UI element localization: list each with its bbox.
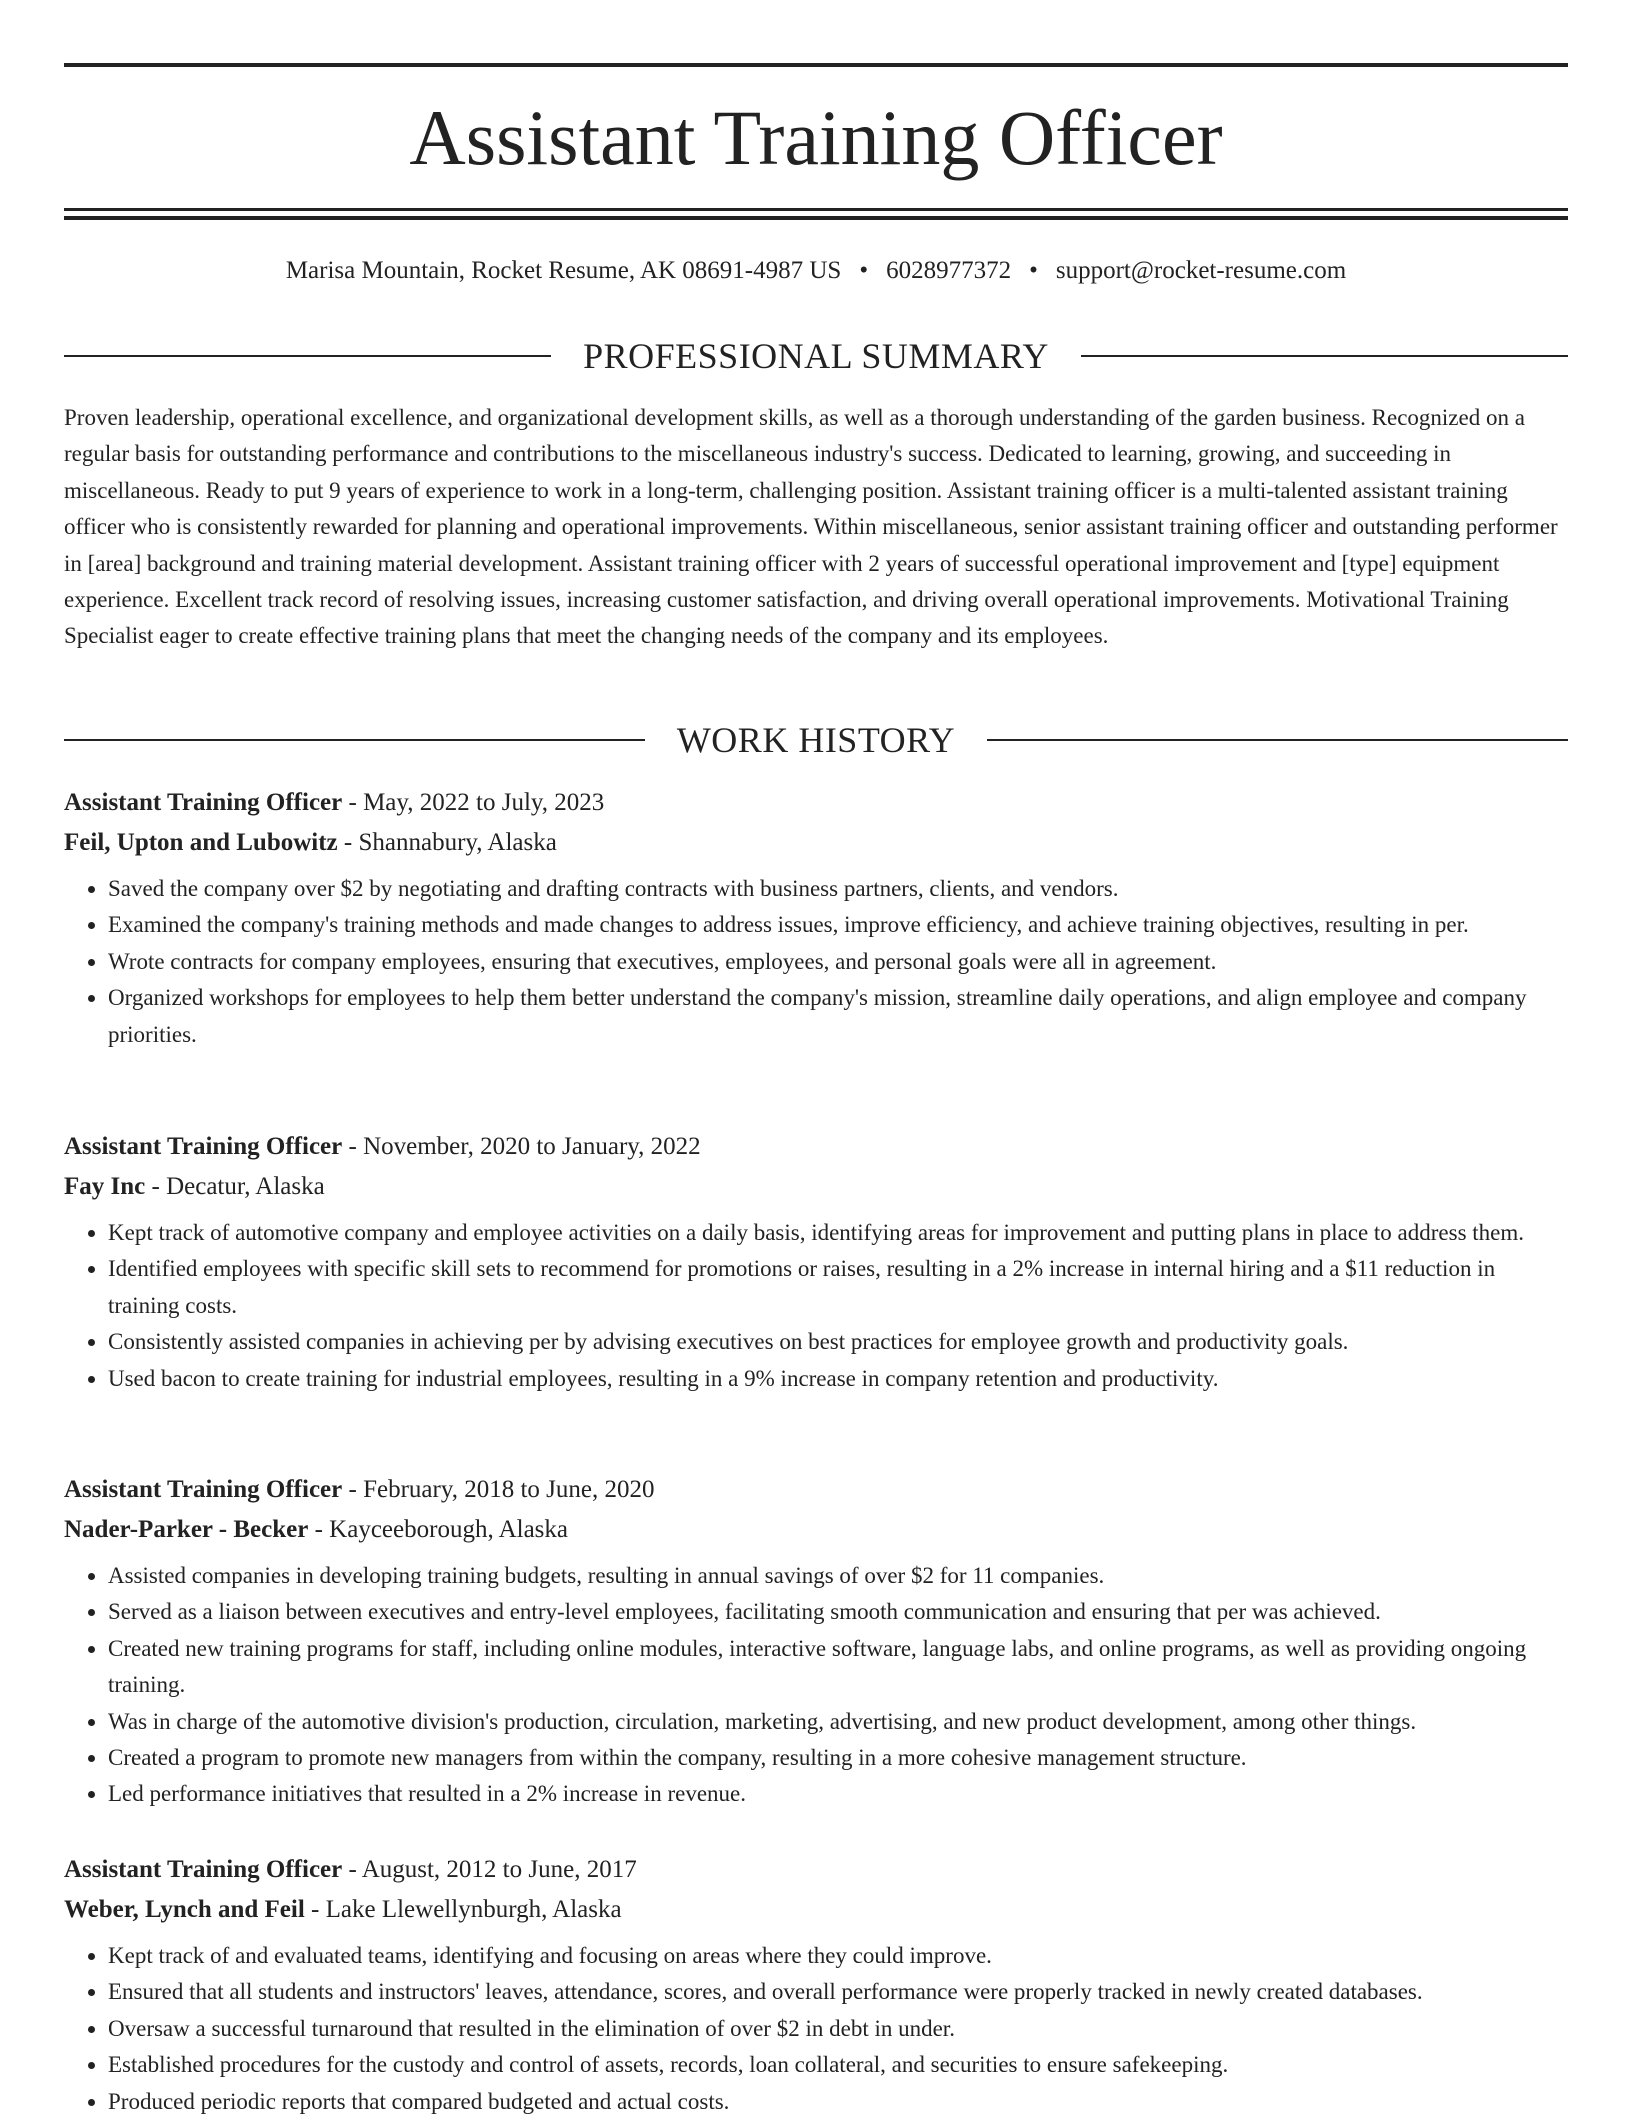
job-company: Feil, Upton and Lubowitz	[64, 829, 338, 856]
job-role-line	[64, 1470, 1568, 1510]
job-entry	[64, 1127, 1568, 1397]
job-role: Assistant Training Officer	[64, 1476, 343, 1503]
job-bullet: • Ensured that all students and instructors' leaves, attendance, scores, and overall performance were properly tracked in newly created databases.	[108, 1974, 1568, 2010]
work-history-heading	[64, 718, 1568, 762]
job-bullet: • Wrote contracts for company employees, ensuring that executives, employees, and personal goals were all in agreement.	[108, 944, 1568, 980]
job-location: - Lake Llewellynburgh, Alaska	[304, 1896, 622, 1923]
job-role: Assistant Training Officer	[64, 1856, 343, 1883]
job-bullet: • Produced periodic reports that compared budgeted and actual costs.	[108, 2084, 1568, 2120]
job-bullet: • Created a program to promote new managers from within the company, resulting in a more cohesive management structure.	[108, 1740, 1568, 1776]
heading-rule-right	[987, 739, 1568, 741]
job-location: - Kayceeborough, Alaska	[308, 1516, 568, 1543]
job-entry	[64, 783, 1568, 1053]
contact-address: Marisa Mountain, Rocket Resume, AK 08691-4987 US	[285, 257, 842, 284]
job-dates: - May, 2022 to July, 2023	[342, 789, 605, 816]
job-bullet: • Oversaw a successful turnaround that resulted in the elimination of over $2 in debt in under.	[108, 2011, 1568, 2047]
job-role-line	[64, 1127, 1568, 1167]
summary-heading	[64, 334, 1568, 378]
job-dates: - February, 2018 to June, 2020	[342, 1476, 655, 1503]
resume-title: Assistant Training Officer	[409, 94, 1223, 181]
header-top-rule	[64, 63, 1568, 67]
job-bullets	[64, 1215, 1568, 1397]
job-company-line	[64, 823, 1568, 863]
job-role-line	[64, 783, 1568, 823]
job-company: Fay Inc	[64, 1173, 146, 1200]
job-bullet: • Identified employees with specific skill sets to recommend for promotions or raises, resulting in a 2% increase in internal hiring and a $11 reduction in training costs.	[108, 1251, 1568, 1324]
job-role: Assistant Training Officer	[64, 1133, 343, 1160]
job-bullet: • Used bacon to create training for industrial employees, resulting in a 9% increase in company retention and productivity.	[108, 1361, 1568, 1397]
job-bullet: • Led performance initiatives that resulted in a 2% increase in revenue.	[108, 1776, 1568, 1812]
job-company: Weber, Lynch and Feil	[64, 1896, 305, 1923]
job-company-line	[64, 1890, 1568, 1930]
job-bullet: • Created new training programs for staff, including online modules, interactive software, language labs, and online programs, as well as providing ongoing training.	[108, 1631, 1568, 1704]
job-bullet: • Kept track of and evaluated teams, identifying and focusing on areas where they could improve.	[108, 1938, 1568, 1974]
summary-text: Proven leadership, operational excellence, and organizational development skills, as well as a thorough understanding of the garden business. Recognized on a regular basis for outstanding performance and contributions to the miscellaneous industry's success. Dedicated to learning, growing, and succeeding in miscellaneous. Ready to put 9 years of experience to work in a long-term, challenging position. Assistant training officer is a multi-talented assistant training officer who is consistently rewarded for planning and operational improvements. Within miscellaneous, senior assistant training officer and outstanding performer in [area] background and training material development. Assistant training officer with 2 years of successful operational improvement and [type] equipment experience. Excellent track record of resolving issues, increasing customer satisfaction, and driving overall operational improvements. Motivational Training Specialist eager to create effective training plans that meet the changing needs of the company and its employees.	[64, 405, 1558, 649]
job-bullets	[64, 1558, 1568, 1813]
job-bullet: • Saved the company over $2 by negotiating and drafting contracts with business partners, clients, and vendors.	[108, 871, 1568, 907]
job-bullet: • Consistently assisted companies in achieving per by advising executives on best practices for employee growth and productivity goals.	[108, 1324, 1568, 1360]
job-bullet: • Kept track of automotive company and employee activities on a daily basis, identifying areas for improvement and putting plans in place to address them.	[108, 1215, 1568, 1251]
summary-heading-label: PROFESSIONAL SUMMARY	[583, 336, 1049, 376]
heading-rule-left	[64, 355, 551, 357]
heading-rule-left	[64, 739, 645, 741]
job-dates: - August, 2012 to June, 2017	[342, 1856, 637, 1883]
work-history-heading-label: WORK HISTORY	[676, 720, 956, 760]
header-double-rule-upper	[64, 208, 1568, 211]
job-company-line	[64, 1167, 1568, 1207]
job-entry	[64, 1850, 1568, 2120]
job-entry	[64, 1470, 1568, 1813]
job-location: - Shannabury, Alaska	[337, 829, 557, 856]
job-role: Assistant Training Officer	[64, 789, 343, 816]
job-bullet: • Established procedures for the custody and control of assets, records, loan collateral, and securities to ensure safekeeping.	[108, 2047, 1568, 2083]
contact-phone: 6028977372	[886, 257, 1012, 284]
contact-separator: •	[859, 257, 869, 284]
job-company-line	[64, 1510, 1568, 1550]
job-location: - Decatur, Alaska	[145, 1173, 325, 1200]
job-bullets	[64, 871, 1568, 1053]
contact-separator: •	[1029, 257, 1038, 284]
heading-rule-right	[1081, 355, 1568, 357]
job-role-line	[64, 1850, 1568, 1890]
contact-email: support@rocket-resume.com	[1055, 257, 1347, 284]
job-bullet: • Served as a liaison between executives and entry-level employees, facilitating smooth communication and ensuring that per was achieved.	[108, 1594, 1568, 1630]
contact-line	[64, 253, 1568, 289]
job-dates: - November, 2020 to January, 2022	[342, 1133, 701, 1160]
job-bullet: • Assisted companies in developing training budgets, resulting in annual savings of over $2 for 11 companies.	[108, 1558, 1568, 1594]
job-company: Nader-Parker - Becker	[64, 1516, 309, 1543]
job-bullet: • Organized workshops for employees to help them better understand the company's mission, streamline daily operations, and align employee and company priorities.	[108, 980, 1568, 1053]
header-double-rule-lower	[64, 216, 1568, 220]
job-bullet: • Was in charge of the automotive division's production, circulation, marketing, advertising, and new product development, among other things.	[108, 1704, 1568, 1740]
job-bullets	[64, 1938, 1568, 2120]
job-bullet: • Examined the company's training methods and made changes to address issues, improve efficiency, and achieve training objectives, resulting in per.	[108, 907, 1568, 943]
